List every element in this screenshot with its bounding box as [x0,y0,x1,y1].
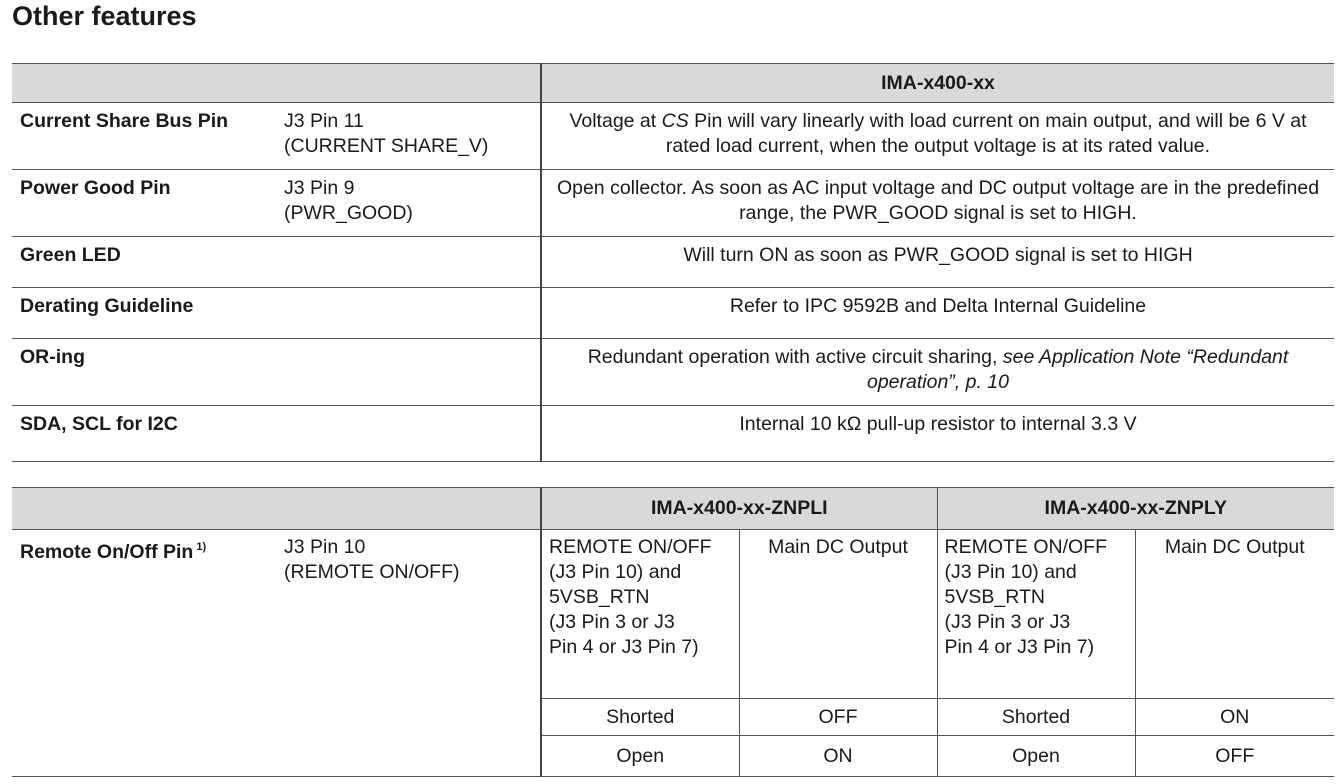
pin-cell [276,406,541,462]
pin-line: J3 Pin 9 [284,177,355,199]
output-cell: OFF [739,699,937,736]
table-row [12,339,1334,406]
pin-line: (PWR_GOOD) [284,202,413,224]
pin-line: (REMOTE ON/OFF) [284,561,460,583]
page-title: Other features [12,1,197,31]
condition-line: (J3 Pin 3 or J3 [549,611,675,633]
pin-cell [276,530,541,777]
model-header-a: IMA-x400-xx-ZNPLI [541,488,937,530]
table-row [12,170,1334,237]
row-label: Derating Guideline [12,288,276,339]
desc-text: Pin will vary linearly with load current on main output, and will be 6 V at rated load current, when the output voltage is at its rated value. [665,110,1307,157]
description-cell: Refer to IPC 9592B and Delta Internal Guideline [541,288,1334,339]
desc-italic-text: see Application Note “Redundant operation”, p. 10 [866,346,1289,393]
output-header-b: Main DC Output [1135,530,1334,699]
output-cell: ON [739,736,937,777]
pin-cell [276,103,541,170]
pin-line: (CURRENT SHARE_V) [284,135,489,157]
pin-line: J3 Pin 11 [284,110,364,132]
condition-line: REMOTE ON/OFF [944,536,1107,558]
desc-text: Voltage at [569,110,662,132]
state-cell: Open [541,736,739,777]
condition-line: 5VSB_RTN [944,586,1045,608]
condition-line: Pin 4 or J3 Pin 7) [549,636,699,658]
condition-line: Pin 4 or J3 Pin 7) [944,636,1095,658]
condition-line: (J3 Pin 10) and [944,561,1077,583]
condition-line: 5VSB_RTN [549,586,650,608]
pin-cell [276,288,541,339]
footnote-marker: 1) [196,541,207,553]
features-table-header-row [12,64,1334,103]
state-cell: Open [937,736,1135,777]
row-label-text: Remote On/Off Pin [20,541,194,563]
description-cell [541,103,1334,170]
desc-italic-text: CS [661,110,689,132]
state-cell: Shorted [541,699,739,736]
row-label [12,530,276,777]
remote-onoff-table [12,487,1334,777]
pin-cell [276,237,541,288]
condition-cell-b [937,530,1135,699]
row-label: Power Good Pin [12,170,276,237]
table-row [12,406,1334,462]
condition-cell-a [541,530,739,699]
model-header: IMA-x400-xx [541,64,1334,103]
state-cell: Shorted [937,699,1135,736]
condition-line: REMOTE ON/OFF [549,536,712,558]
features-table [12,63,1334,462]
condition-line: (J3 Pin 3 or J3 [944,611,1071,633]
header-blank-cell [12,488,541,530]
row-label: SDA, SCL for I2C [12,406,276,462]
model-header-b: IMA-x400-xx-ZNPLY [937,488,1334,530]
desc-text: Redundant operation with active circuit sharing, [587,346,1003,368]
table-row [12,103,1334,170]
description-cell: Will turn ON as soon as PWR_GOOD signal is set to HIGH [541,237,1334,288]
pin-line: J3 Pin 10 [284,536,366,558]
row-label: OR-ing [12,339,276,406]
output-cell: OFF [1135,736,1334,777]
output-cell: ON [1135,699,1334,736]
output-header-a: Main DC Output [739,530,937,699]
condition-line: (J3 Pin 10) and [549,561,682,583]
table-row [12,237,1334,288]
table-row [12,288,1334,339]
remote-table-header-row [12,488,1334,530]
header-blank-cell [12,64,541,103]
row-label: Green LED [12,237,276,288]
pin-cell [276,339,541,406]
row-label: Current Share Bus Pin [12,103,276,170]
description-cell [541,339,1334,406]
description-cell: Open collector. As soon as AC input voltage and DC output voltage are in the predefined range, the PWR_GOOD signal is set to HIGH. [541,170,1334,237]
description-cell: Internal 10 kΩ pull-up resistor to internal 3.3 V [541,406,1334,462]
table-row [12,530,1334,699]
pin-cell [276,170,541,237]
